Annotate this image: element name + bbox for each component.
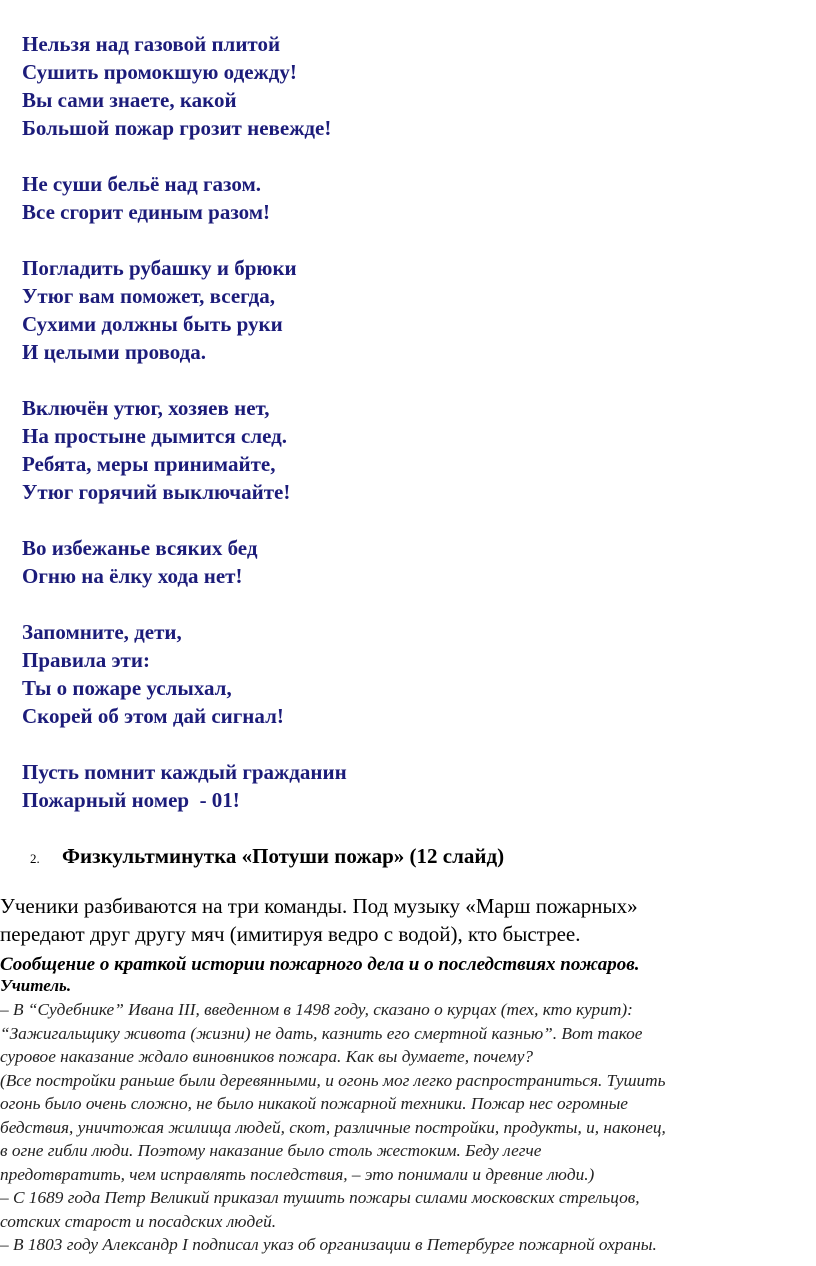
message-title: Сообщение о краткой истории пожарного дела и о последствиях пожаров. — [0, 954, 640, 975]
speaker-label: Учитель. — [0, 976, 72, 995]
poem-stanza — [22, 534, 802, 590]
poem-line: Вы сами знаете, какой — [22, 88, 237, 112]
poem-stanza — [22, 618, 802, 730]
poem-line: И целыми провода. — [22, 340, 207, 364]
activity-paragraph — [0, 892, 812, 948]
message-line: огонь было очень сложно, не было никакой пожарной техники. Пожар нес огромные — [0, 1094, 628, 1113]
poem-line: Все сгорит единым разом! — [22, 200, 271, 224]
poem-stanza — [22, 758, 802, 814]
poem-stanza — [22, 254, 802, 366]
poem-line: Скорей об этом дай сигнал! — [22, 704, 284, 728]
message-line: предотвратить, чем исправлять последствия, – это понимали и древние люди.) — [0, 1164, 595, 1184]
poem-line: Ребята, меры принимайте, — [22, 452, 276, 476]
message-body — [0, 998, 814, 1257]
poem-line: Запомните, дети, — [22, 620, 182, 644]
poem-stanza — [22, 394, 802, 506]
poem-line: Утюг вам поможет, всегда, — [22, 284, 276, 308]
poem-line: Огню на ёлку хода нет! — [22, 564, 243, 588]
poem-line: Не суши бельё над газом. — [22, 172, 262, 196]
section-heading — [30, 842, 504, 873]
poem — [22, 30, 802, 814]
poem-line: Ты о пожаре услыхал, — [22, 676, 232, 700]
message-line: в огне гибли люди. Поэтому наказание было столь жестоким. Беду легче — [0, 1141, 542, 1160]
message-line: – С 1689 года Петр Великий приказал тушить пожары силами московских стрельцов, — [0, 1188, 640, 1207]
poem-line: Нельзя над газовой плитой — [22, 32, 281, 56]
poem-stanza — [22, 30, 802, 142]
paragraph-line: Ученики разбиваются на три команды. Под музыку «Марш пожарных» — [0, 894, 638, 918]
poem-line: Большой пожар грозит невежде! — [22, 116, 332, 140]
poem-line: Погладить рубашку и брюки — [22, 256, 297, 280]
message-line: сотских старост и посадских людей. — [0, 1211, 277, 1231]
section-number: 2. — [30, 851, 40, 866]
poem-line: Пожарный номер - 01! — [22, 788, 240, 812]
poem-stanza — [22, 170, 802, 226]
poem-line: Во избежанье всяких бед — [22, 536, 258, 560]
message-line: – В 1803 году Александр I подписал указ об организации в Петербурге пожарной охраны. — [0, 1235, 657, 1254]
poem-line: На простыне дымится след. — [22, 424, 288, 448]
section-title: Физкультминутка «Потуши пожар» (12 слайд) — [62, 844, 505, 868]
poem-line: Сухими должны быть руки — [22, 312, 283, 336]
message-line: бедствия, уничтожая жилища людей, скот, различные постройки, продукты, и, наконец, — [0, 1117, 666, 1137]
paragraph-line: передают друг другу мяч (имитируя ведро с водой), кто быстрее. — [0, 922, 581, 946]
message-line: (Все постройки раньше были деревянными, и огонь мог легко распространиться. Тушить — [0, 1070, 666, 1090]
poem-line: Сушить промокшую одежду! — [22, 60, 297, 84]
poem-line: Правила эти: — [22, 648, 150, 672]
poem-line: Включён утюг, хозяев нет, — [22, 396, 270, 420]
poem-line: Пусть помнит каждый гражданин — [22, 760, 347, 784]
message-line: “Зажигальщику живота (жизни) не дать, казнить его смертной казнью”. Вот такое — [0, 1023, 643, 1043]
message-line: – В “Судебнике” Ивана III, введенном в 1498 году, сказано о курцах (тех, кто курит): — [0, 1000, 633, 1019]
poem-line: Утюг горячий выключайте! — [22, 480, 291, 504]
message-line: суровое наказание ждало виновников пожара. Как вы думаете, почему? — [0, 1047, 534, 1066]
